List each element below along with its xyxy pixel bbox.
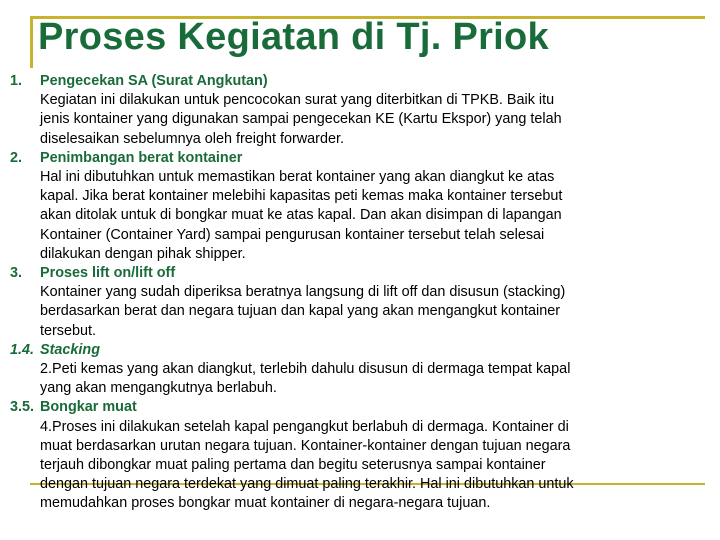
body-line: yang akan mengangkutnya berlabuh. xyxy=(40,380,277,397)
body-line: muat berdasarkan urutan negara tujuan. Kontainer-kontainer dengan tujuan negara xyxy=(40,437,571,454)
section-number: 1.4. xyxy=(10,341,35,358)
section-title: Bongkar muat xyxy=(40,399,137,416)
body-line: Kontainer yang sudah diperiksa beratnya langsung di lift off dan disusun (stacking) xyxy=(40,284,566,301)
body-line: dengan tujuan negara terdekat yang dimuat paling terakhir. Hal ini dibutuhkan untuk xyxy=(40,476,574,493)
body-line: dilakukan dengan pihak shipper. xyxy=(40,245,246,262)
section-number: 1. xyxy=(10,73,23,89)
body-line: Kegiatan ini dilakukan untuk pencocokan surat yang diterbitkan di TPKB. Baik itu xyxy=(40,92,555,109)
section-item xyxy=(10,341,650,399)
section-heading xyxy=(10,341,650,360)
section-heading xyxy=(10,398,650,417)
body-line: jenis kontainer yang digunakan sampai pengecekan KE (Kartu Ekspor) yang telah xyxy=(40,111,562,128)
body-line: kapal. Jika berat kontainer melebihi kapasitas peti kemas maka kontainer tersebut xyxy=(40,188,563,205)
body-line: Hal ini dibutuhkan untuk memastikan berat kontainer yang akan diangkut ke atas xyxy=(40,169,555,186)
body-line: akan ditolak untuk di bongkar muat ke atas kapal. Dan akan disimpan di lapangan xyxy=(40,207,562,224)
section-heading xyxy=(10,72,650,91)
section-item xyxy=(10,72,650,149)
section-title: Penimbangan berat kontainer xyxy=(40,149,243,166)
section-body xyxy=(10,91,650,149)
section-title: Proses lift on/lift off xyxy=(40,265,176,282)
body-line: 2.Peti kemas yang akan diangkut, terlebih dahulu disusun di dermaga tempat kapal xyxy=(40,361,571,378)
page-title: Proses Kegiatan di Tj. Priok xyxy=(38,16,549,58)
body-line: terjauh dibongkar muat paling pertama dan begitu seterusnya sampai kontainer xyxy=(40,457,546,474)
frame-left-border xyxy=(30,16,33,68)
section-heading xyxy=(10,264,650,283)
section-body xyxy=(10,168,650,264)
section-body xyxy=(10,418,650,514)
section-item xyxy=(10,264,650,341)
content-list xyxy=(10,72,650,514)
section-number: 3. xyxy=(10,265,23,282)
body-line: 4.Proses ini dilakukan setelah kapal pengangkut berlabuh di dermaga. Kontainer di xyxy=(40,418,569,435)
body-line: diselesaikan sebelumnya oleh freight forwarder. xyxy=(40,130,344,147)
section-body xyxy=(10,283,650,341)
section-title: Pengecekan SA (Surat Angkutan) xyxy=(40,73,268,89)
section-item xyxy=(10,398,650,513)
section-title: Stacking xyxy=(40,341,100,358)
body-line: berdasarkan berat dan negara tujuan dan kapal yang akan mengangkut kontainer xyxy=(40,303,561,320)
body-line: Kontainer (Container Yard) sampai pengurusan kontainer tersebut telah selesai xyxy=(40,226,545,243)
section-body xyxy=(10,360,650,398)
section-heading xyxy=(10,149,650,168)
section-number: 2. xyxy=(10,149,23,166)
section-item xyxy=(10,149,650,264)
section-number: 3.5. xyxy=(10,399,35,416)
body-line: tersebut. xyxy=(40,322,96,339)
body-line: memudahkan proses bongkar muat kontainer di negara-negara tujuan. xyxy=(40,495,491,512)
